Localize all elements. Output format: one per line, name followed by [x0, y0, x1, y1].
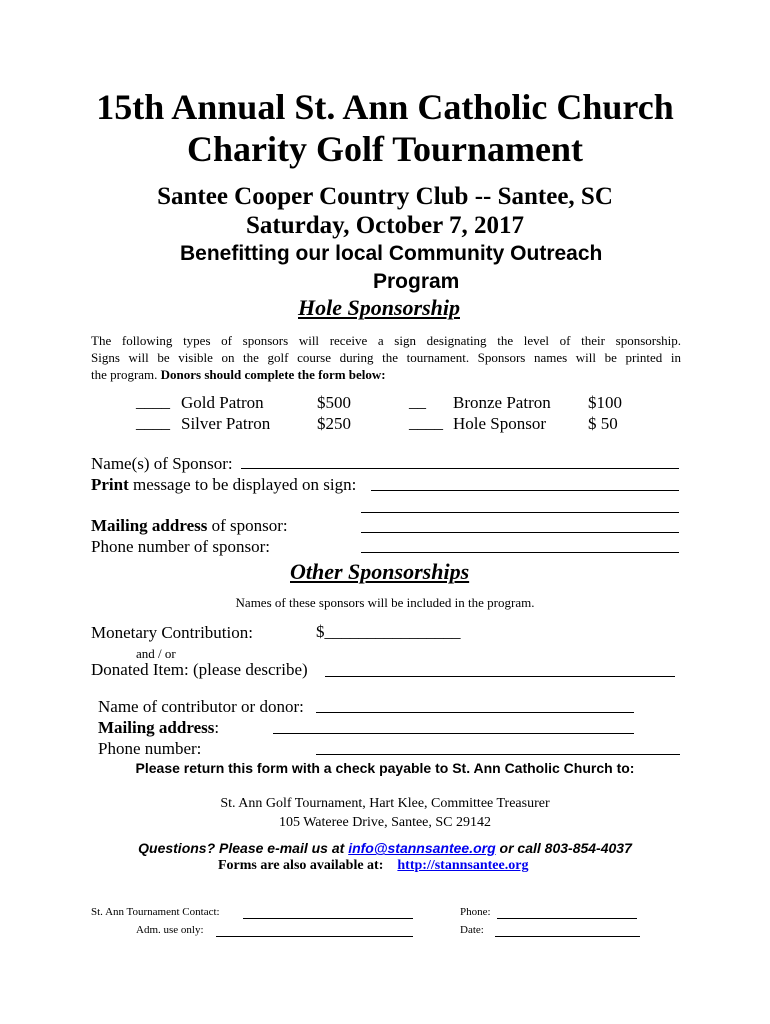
other-phone-field[interactable] — [316, 754, 680, 755]
intro-line-3 — [91, 367, 386, 383]
level-gold-amount: $500 — [317, 393, 351, 412]
other-mailing-bold: Mailing address — [98, 718, 215, 737]
level-hole-amount: $ 50 — [588, 414, 618, 433]
footer-date-field[interactable] — [495, 936, 640, 937]
level-bronze-amount: $100 — [588, 393, 622, 412]
title-line-1: 15th Annual St. Ann Catholic Church — [96, 87, 674, 127]
print-message-field[interactable] — [371, 490, 679, 491]
level-silver-amount: $250 — [317, 414, 351, 433]
return-address-1: St. Ann Golf Tournament, Hart Klee, Committee Treasurer — [220, 796, 550, 811]
level-silver-name: Silver Patron — [181, 414, 271, 433]
donated-item-field[interactable] — [325, 676, 675, 677]
questions-line — [0, 840, 770, 856]
mailing-rest: of sponsor: — [207, 516, 288, 535]
contributor-field[interactable] — [316, 712, 634, 713]
benefit-line-2: Program — [373, 270, 460, 293]
intro-line-1: The following types of sponsors will receive a sign designating the level of their sponsorship. — [91, 333, 681, 348]
contributor-label: Name of contributor or donor: — [98, 697, 304, 716]
tournament-contact-field[interactable] — [243, 918, 413, 919]
return-address-2: 105 Wateree Drive, Santee, SC 29142 — [278, 815, 492, 830]
hole-sponsorship-heading: Hole Sponsorship — [298, 295, 460, 320]
monetary-label: Monetary Contribution: — [91, 623, 253, 642]
other-mailing-label — [98, 718, 219, 738]
event-date: Saturday, October 7, 2017 — [245, 212, 524, 239]
and-or: and / or — [136, 646, 176, 661]
footer-phone-field[interactable] — [497, 918, 637, 919]
level-silver-blank[interactable]: ____ — [136, 413, 170, 432]
other-mailing-field[interactable] — [273, 733, 634, 734]
forms-label: Forms are also available at: — [218, 858, 384, 873]
sponsor-names-label: Name(s) of Sponsor: — [91, 454, 233, 473]
website-link[interactable]: http://stannsantee.org — [397, 858, 529, 873]
questions-suffix: or call 803-854-4037 — [495, 840, 632, 856]
level-gold-blank[interactable]: ____ — [136, 392, 170, 411]
intro-line-2: Signs will be visible on the golf course during the tournament. Sponsors names will be printed in — [91, 350, 681, 365]
sponsor-phone-field[interactable] — [361, 552, 679, 553]
email-link[interactable]: info@stannsantee.org — [348, 840, 496, 856]
tournament-contact-label: St. Ann Tournament Contact: — [91, 906, 220, 918]
print-message-field-2[interactable] — [361, 512, 679, 513]
mailing-address-label — [91, 516, 288, 536]
monetary-field[interactable]: $________________ — [316, 622, 461, 641]
intro-line-3-plain: the program. — [91, 367, 161, 382]
footer-date-label: Date: — [460, 924, 484, 936]
other-note: Names of these sponsors will be included in the program. — [235, 595, 535, 610]
print-message-label — [91, 475, 356, 495]
venue: Santee Cooper Country Club -- Santee, SC — [157, 183, 613, 210]
level-bronze-blank[interactable]: __ — [409, 392, 426, 411]
other-mailing-colon: : — [214, 718, 220, 737]
adm-use-label: Adm. use only: — [136, 924, 204, 936]
sponsor-phone-label: Phone number of sponsor: — [91, 537, 270, 556]
other-phone-label: Phone number: — [98, 739, 202, 758]
sponsor-names-field[interactable] — [241, 468, 679, 469]
forms-available-line — [218, 858, 528, 874]
adm-use-field[interactable] — [216, 936, 413, 937]
intro-line-3-bold: Donors should complete the form below: — [160, 367, 386, 382]
mailing-bold: Mailing address — [91, 516, 208, 535]
return-instruction: Please return this form with a check payable to St. Ann Catholic Church to: — [135, 760, 635, 776]
mailing-address-field[interactable] — [361, 532, 679, 533]
footer-phone-label: Phone: — [460, 906, 491, 918]
benefit-line-1: Benefitting our local Community Outreach — [180, 242, 603, 265]
questions-prefix: Questions? Please e-mail us at — [138, 840, 349, 856]
other-sponsorships-heading: Other Sponsorships — [290, 559, 470, 584]
print-bold: Print — [91, 475, 129, 494]
print-rest: message to be displayed on sign: — [128, 475, 357, 494]
title-line-2: Charity Golf Tournament — [186, 129, 584, 169]
level-hole-blank[interactable]: ____ — [409, 413, 443, 432]
level-bronze-name: Bronze Patron — [453, 393, 551, 412]
level-hole-name: Hole Sponsor — [453, 414, 547, 433]
donated-item-label: Donated Item: (please describe) — [91, 660, 308, 679]
level-gold-name: Gold Patron — [181, 393, 264, 412]
